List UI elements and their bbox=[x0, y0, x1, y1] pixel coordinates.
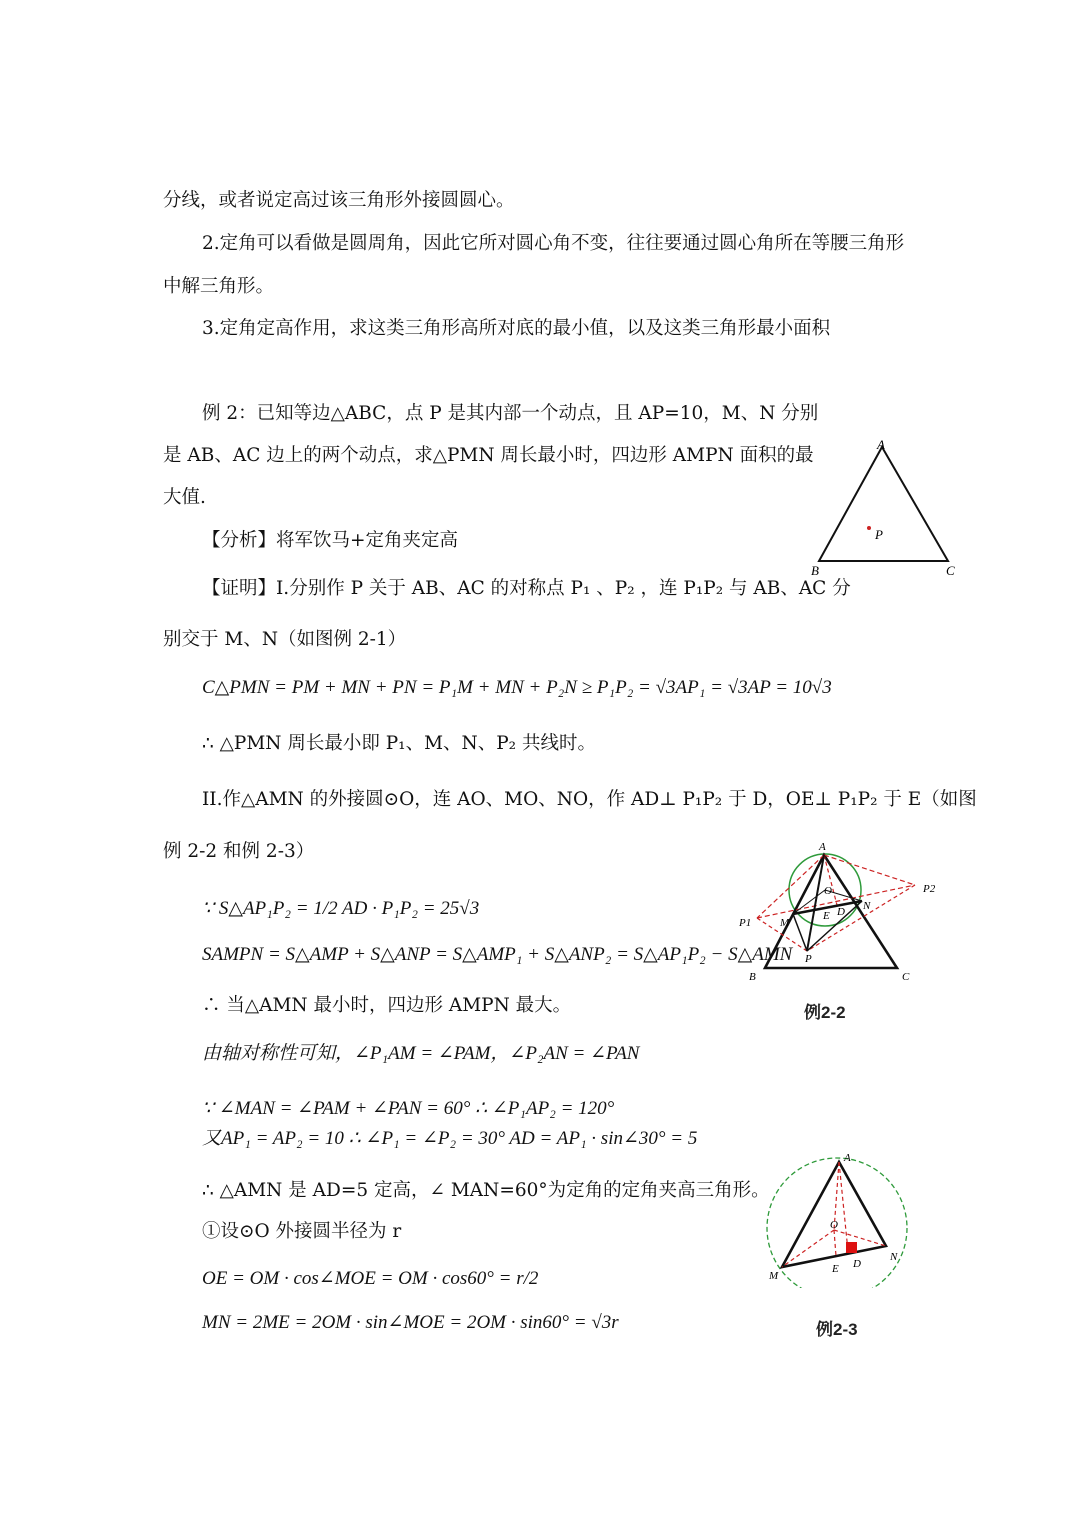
paragraph-line: 分线，或者说定高过该三角形外接圆圆心。 bbox=[163, 190, 515, 211]
svg-text:P: P bbox=[805, 953, 812, 965]
label-c: C bbox=[946, 563, 955, 578]
svg-text:D: D bbox=[853, 1258, 861, 1270]
equation-area-triangle: ∵ S△AP₁P₂ = 1/2 AD · P₁P₂ = 25√3 bbox=[202, 898, 480, 919]
radius-line: ①设⊙O 外接圆半径为 r bbox=[202, 1221, 402, 1242]
svg-text:C: C bbox=[902, 971, 910, 983]
step2-line: 例 2-2 和例 2-3） bbox=[163, 841, 315, 862]
label-a: A bbox=[877, 437, 885, 452]
step2-line: II.作△AMN 的外接圆⊙O，连 AO、MO、NO，作 AD⊥ P₁P₂ 于 D，OE⊥ P₁P₂ 于 E（如图 bbox=[202, 789, 977, 810]
symmetry-line: 由轴对称性可知，∠P₁AM = ∠PAM，∠P₂AN = ∠PAN bbox=[202, 1043, 640, 1064]
equation-area-quad: SAMPN = S△AMP + S△ANP = S△AMP₁ + S△ANP₂ = S△AP₁P₂ − S△AMN bbox=[202, 944, 793, 965]
svg-text:M: M bbox=[769, 1270, 779, 1282]
svg-text:P2: P2 bbox=[923, 883, 936, 895]
figure-example-2-3 bbox=[760, 1148, 925, 1288]
equation-oe: OE = OM · cos∠MOE = OM · cos60° = r/2 bbox=[202, 1268, 539, 1289]
svg-text:A: A bbox=[819, 841, 826, 853]
svg-text:P1: P1 bbox=[739, 917, 752, 929]
paragraph-line: 3.定角定高作用，求这类三角形高所对底的最小值，以及这类三角形最小面积 bbox=[202, 318, 831, 339]
paragraph-line: 中解三角形。 bbox=[163, 276, 275, 297]
label-p: P bbox=[875, 527, 883, 542]
svg-text:E: E bbox=[832, 1263, 839, 1275]
svg-text:N: N bbox=[863, 900, 871, 912]
svg-text:O: O bbox=[824, 885, 832, 897]
svg-text:M: M bbox=[780, 917, 790, 929]
equation-perimeter: C△PMN = PM + MN + PN = P₁M + MN + P₂N ≥ P₁P₂ = √3AP₁ = √3AP = 10√3 bbox=[202, 677, 832, 698]
paragraph-line: 2.定角可以看做是圆周角，因此它所对圆心角不变，往往要通过圆心角所在等腰三角形 bbox=[202, 233, 905, 254]
figure-caption-2-2: 例2-2 bbox=[804, 1003, 846, 1022]
proof-line: 别交于 M、N（如图例 2-1） bbox=[163, 629, 407, 650]
analysis-line: 【分析】将军饮马+定角夹定高 bbox=[202, 530, 459, 551]
figure-triangle-abc bbox=[805, 435, 975, 585]
proof-line: 【证明】I.分别作 P 关于 AB、AC 的对称点 P₁ 、P₂ ，连 P₁P₂ 与 AB、AC 分 bbox=[202, 578, 851, 599]
equation-angle: ∵ ∠MAN = ∠PAM + ∠PAN = 60° ∴ ∠P₁AP₂ = 120° bbox=[202, 1098, 615, 1119]
example-line: 例 2：已知等边△ABC，点 P 是其内部一个动点，且 AP=10，M、N 分别 bbox=[202, 403, 819, 424]
svg-text:A: A bbox=[844, 1152, 851, 1164]
equation-lengths: 又AP₁ = AP₂ = 10 ∴ ∠P₁ = ∠P₂ = 30° AD = AP₁ · sin∠30° = 5 bbox=[202, 1128, 698, 1149]
therefore-line: ∴ △PMN 周长最小即 P₁、M、N、P₂ 共线时。 bbox=[202, 733, 596, 754]
figure-example-2-2 bbox=[735, 838, 950, 988]
equation-mn: MN = 2ME = 2OM · sin∠MOE = 2OM · sin60° = √3r bbox=[202, 1312, 619, 1333]
example-line: 大值. bbox=[163, 487, 206, 508]
label-b: B bbox=[811, 563, 819, 578]
svg-text:E: E bbox=[823, 910, 830, 922]
svg-text:B: B bbox=[749, 971, 756, 983]
svg-text:O: O bbox=[830, 1219, 838, 1231]
therefore-line: ∴ 当△AMN 最小时，四边形 AMPN 最大。 bbox=[202, 995, 572, 1016]
therefore-line: ∴ △AMN 是 AD=5 定高，∠ MAN=60°为定角的定角夹高三角形。 bbox=[202, 1180, 770, 1201]
svg-text:D: D bbox=[837, 906, 845, 918]
figure-caption-2-3: 例2-3 bbox=[816, 1320, 858, 1339]
example-line: 是 AB、AC 边上的两个动点，求△PMN 周长最小时，四边形 AMPN 面积的最 bbox=[163, 445, 814, 466]
svg-text:N: N bbox=[890, 1251, 898, 1263]
